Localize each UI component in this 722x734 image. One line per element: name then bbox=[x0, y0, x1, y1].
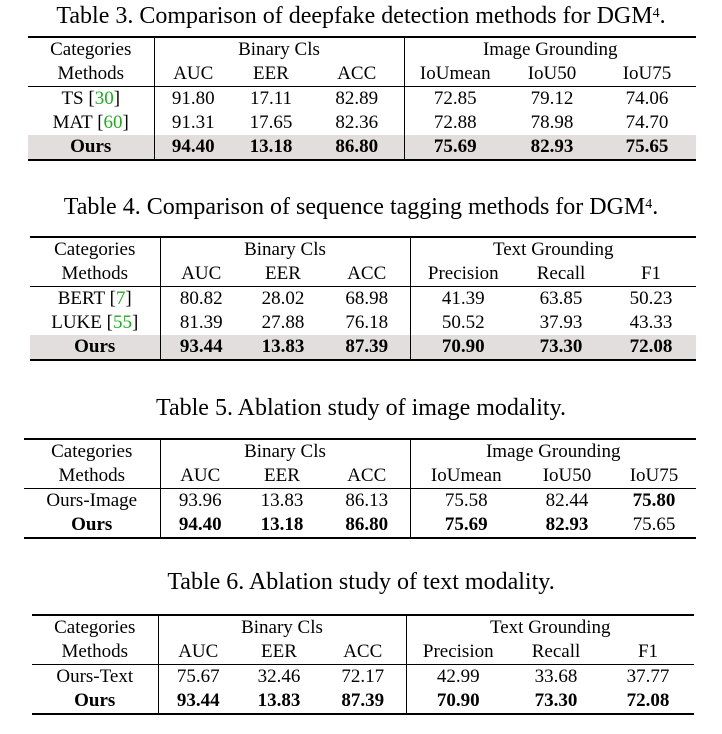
table5-header-auc: AUC bbox=[180, 465, 221, 486]
cell: 80.82 bbox=[179, 288, 223, 309]
cell: 33.68 bbox=[534, 666, 578, 687]
table-row bbox=[30, 287, 696, 312]
table5-header-methods: Methods bbox=[24, 464, 160, 489]
table3-group-binary: Binary Cls bbox=[154, 37, 404, 62]
cell: 87.39 bbox=[324, 335, 410, 360]
table6-group-text: Text Grounding bbox=[489, 617, 611, 638]
cell: 94.40 bbox=[154, 135, 232, 160]
cell: 70.90 bbox=[436, 690, 480, 711]
table4-header-methods: Methods bbox=[30, 262, 160, 287]
table4-caption: Table 4. Comparison of sequence tagging methods for DGM$^4$. bbox=[63, 194, 659, 220]
cell: 75.69 bbox=[444, 514, 488, 535]
cell: 82.93 bbox=[545, 514, 589, 535]
cell: 78.98 bbox=[530, 112, 574, 133]
table6-header-auc: AUC bbox=[178, 641, 219, 662]
table4-header-auc: AUC bbox=[181, 263, 222, 284]
cell: 37.93 bbox=[539, 312, 583, 333]
cell: 32.46 bbox=[257, 666, 301, 687]
cell: 43.33 bbox=[629, 312, 673, 333]
cell: 82.93 bbox=[506, 135, 598, 160]
table-row bbox=[32, 689, 694, 714]
cell: 82.36 bbox=[310, 111, 404, 135]
table6-caption: Table 6. Ablation study of text modality. bbox=[167, 569, 555, 595]
cell: 13.83 bbox=[257, 690, 301, 711]
cell: 93.44 bbox=[176, 690, 220, 711]
cell: 73.30 bbox=[516, 335, 606, 360]
cell: 82.44 bbox=[545, 490, 589, 511]
table6-header-f1: F1 bbox=[637, 641, 659, 662]
cell: 93.96 bbox=[178, 490, 222, 511]
table3-header-iou50: IoU50 bbox=[527, 63, 577, 84]
method-name: Ours bbox=[24, 513, 160, 538]
cell: 82.89 bbox=[310, 87, 404, 112]
cell: 50.23 bbox=[629, 288, 673, 309]
table6 bbox=[32, 614, 694, 715]
table3-header-eer: EER bbox=[253, 63, 289, 84]
table-row-highlighted bbox=[30, 335, 696, 360]
cell: 86.80 bbox=[310, 135, 404, 160]
table-row bbox=[28, 111, 696, 135]
table4-header-eer: EER bbox=[265, 263, 301, 284]
table-row bbox=[24, 489, 696, 514]
method-name: Ours-Image bbox=[24, 489, 160, 514]
cell: 86.13 bbox=[324, 489, 410, 514]
table4-group-text: Text Grounding bbox=[492, 239, 614, 260]
cell: 72.17 bbox=[320, 665, 406, 690]
cell: 72.08 bbox=[626, 690, 670, 711]
cell: 76.18 bbox=[324, 311, 410, 335]
table3-header-acc: ACC bbox=[310, 62, 404, 87]
table-row-highlighted bbox=[28, 135, 696, 160]
table-row bbox=[32, 665, 694, 690]
cell: 42.99 bbox=[436, 666, 480, 687]
cell: 63.85 bbox=[539, 288, 583, 309]
table3 bbox=[28, 36, 696, 161]
table6-group-binary: Binary Cls bbox=[158, 615, 406, 640]
cell: 75.65 bbox=[632, 514, 676, 535]
cell: 13.83 bbox=[260, 490, 304, 511]
table6-header-methods: Methods bbox=[32, 640, 158, 665]
table5 bbox=[24, 438, 696, 539]
table-row bbox=[24, 513, 696, 538]
cell: 68.98 bbox=[324, 287, 410, 312]
table5-header-iou75: IoU75 bbox=[629, 465, 679, 486]
method-name: TS [30] bbox=[28, 87, 154, 112]
table5-header-ioumean: IoUmean bbox=[430, 465, 502, 486]
table4-header-precision: Precision bbox=[427, 263, 499, 284]
table5-caption: Table 5. Ablation study of image modality. bbox=[155, 395, 567, 421]
cell: 41.39 bbox=[441, 288, 485, 309]
method-name: Ours bbox=[28, 135, 154, 160]
cell: 74.70 bbox=[625, 112, 669, 133]
table-row bbox=[30, 311, 696, 335]
cell: 75.67 bbox=[176, 666, 220, 687]
table3-header-iou75: IoU75 bbox=[622, 63, 672, 84]
cell: 86.80 bbox=[324, 513, 410, 538]
table6-header-eer: EER bbox=[261, 641, 297, 662]
table3-categories-label: Categories bbox=[28, 37, 154, 62]
table-row bbox=[28, 87, 696, 112]
method-name: BERT [7] bbox=[30, 287, 160, 312]
table4-header-acc: ACC bbox=[324, 262, 410, 287]
cell: 27.88 bbox=[261, 312, 305, 333]
cell: 13.83 bbox=[242, 335, 324, 360]
table4-header-f1: F1 bbox=[640, 263, 662, 284]
method-name: Ours bbox=[30, 335, 160, 360]
table3-header-auc: AUC bbox=[173, 63, 214, 84]
cell: 72.08 bbox=[606, 335, 696, 360]
method-name: LUKE [55] bbox=[30, 311, 160, 335]
cell: 13.18 bbox=[260, 514, 304, 535]
cell: 70.90 bbox=[410, 335, 516, 360]
table5-group-binary: Binary Cls bbox=[160, 439, 410, 464]
cell: 93.44 bbox=[160, 335, 242, 360]
cell: 37.77 bbox=[626, 666, 670, 687]
table3-group-image: Image Grounding bbox=[482, 39, 618, 60]
cell: 72.88 bbox=[433, 112, 477, 133]
table5-group-image: Image Grounding bbox=[485, 441, 621, 462]
cell: 94.40 bbox=[178, 514, 222, 535]
table4 bbox=[30, 236, 696, 361]
table4-header-recall: Recall bbox=[536, 263, 586, 284]
cell: 17.11 bbox=[249, 88, 293, 109]
cell: 13.18 bbox=[232, 135, 310, 160]
cell: 72.85 bbox=[433, 88, 477, 109]
cell: 75.65 bbox=[598, 135, 696, 160]
cell: 28.02 bbox=[261, 288, 305, 309]
table3-header-ioumean: IoUmean bbox=[419, 63, 491, 84]
cell: 87.39 bbox=[320, 689, 406, 714]
table4-group-binary: Binary Cls bbox=[160, 237, 410, 262]
table5-header-eer: EER bbox=[264, 465, 300, 486]
cell: 81.39 bbox=[179, 312, 223, 333]
table6-header-acc: ACC bbox=[320, 640, 406, 665]
cell: 75.80 bbox=[632, 490, 676, 511]
table5-header-acc: ACC bbox=[324, 464, 410, 489]
table4-categories-label: Categories bbox=[30, 237, 160, 262]
cell: 79.12 bbox=[530, 88, 574, 109]
table6-header-recall: Recall bbox=[531, 641, 581, 662]
table3-caption: Table 3. Comparison of deepfake detection methods for DGM$^4$. bbox=[56, 3, 666, 29]
cell: 91.31 bbox=[171, 112, 215, 133]
method-name: Ours-Text bbox=[32, 665, 158, 690]
method-name: MAT [60] bbox=[28, 111, 154, 135]
cell: 74.06 bbox=[625, 88, 669, 109]
cell: 50.52 bbox=[441, 312, 485, 333]
method-name: Ours bbox=[32, 689, 158, 714]
cell: 75.58 bbox=[444, 490, 488, 511]
table3-header-methods: Methods bbox=[28, 62, 154, 87]
table6-header-precision: Precision bbox=[422, 641, 494, 662]
cell: 91.80 bbox=[171, 88, 215, 109]
cell: 17.65 bbox=[249, 112, 293, 133]
table5-header-iou50: IoU50 bbox=[542, 465, 592, 486]
table5-categories-label: Categories bbox=[24, 439, 160, 464]
cell: 75.69 bbox=[404, 135, 506, 160]
cell: 73.30 bbox=[534, 690, 578, 711]
table6-categories-label: Categories bbox=[32, 615, 158, 640]
